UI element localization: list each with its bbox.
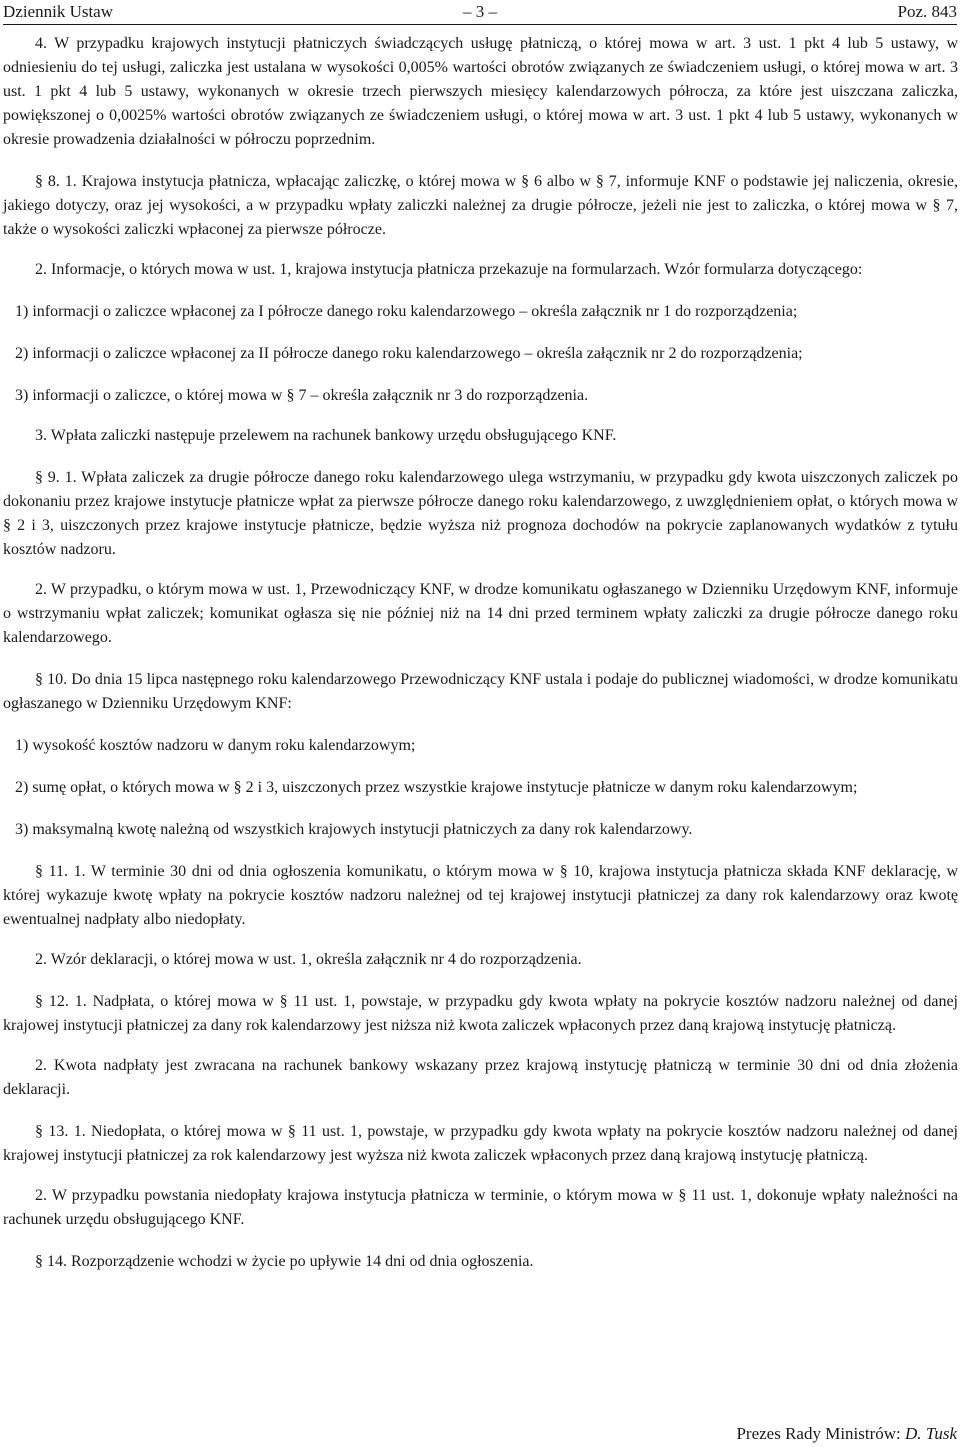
- section-13-para-1: § 13. 1. Niedopłata, o której mowa w § 11 ust. 1, powstaje, w przypadku gdy kwota wpłaty na pokrycie kosztów nadzoru należnej od danej krajowej instytucji płatniczej za rok kalendarzowy jest wyższa niż kwota zaliczek wpłaconych przez daną krajową instytucję płatniczą.: [3, 1123, 958, 1164]
- section-8-para-2: 2. Informacje, o których mowa w ust. 1, krajowa instytucja płatnicza przekazuje na formularzach. Wzór formularza dotyczącego:: [35, 261, 863, 278]
- signatory-title: Prezes Rady Ministrów:: [736, 1424, 906, 1443]
- page-number: – 3 –: [463, 2, 497, 21]
- page-header: [3, 0, 957, 25]
- section-9-para-2: 2. W przypadku, o którym mowa w ust. 1, Przewodniczący KNF, w drodze komunikatu ogłaszanego w Dzienniku Urzędowym KNF, informuje o wstrzymaniu wpłat zaliczek; komunikat ogłasza się nie później niż na 14 dni przed terminem wpłaty zaliczki za drugie półrocze danego roku kalendarzowego.: [3, 581, 958, 646]
- paragraph-4: 4. W przypadku krajowych instytucji płatniczych świadczących usługę płatniczą, o której mowa w art. 3 ust. 1 pkt 4 lub 5 ustawy, w odniesieniu do tej usługi, zaliczka jest ustalana w wysokości 0,005% wartości obrotów związanych ze świadczeniem usługi, o której mowa w art. 3 ust. 1 pkt 4 lub 5 ustawy, wykonanych w okresie trzech pierwszych miesięcy kalendarzowych półrocza, za które jest uiszczana zaliczka, powiększonej o 0,0025% wartości obrotów związanych ze świadczeniem usługi, o której mowa w art. 3 ust. 1 pkt 4 lub 5 ustawy, wykonanych w okresie prowadzenia działalności w półroczu poprzednim.: [3, 35, 958, 148]
- section-8-item-1: 1) informacji o zaliczce wpłaconej za I półrocze danego roku kalendarzowego – określa załącznik nr 1 do rozporządzenia;: [15, 303, 798, 320]
- signature-block: [736, 1422, 957, 1446]
- section-10-item-1: 1) wysokość kosztów nadzoru w danym roku kalendarzowym;: [15, 737, 416, 754]
- section-8-para-3: 3. Wpłata zaliczki następuje przelewem na rachunek bankowy urzędu obsługującego KNF.: [35, 427, 617, 444]
- section-10-item-2: 2) sumę opłat, o których mowa w § 2 i 3, uiszczonych przez wszystkie krajowe instytucje płatnicze w danym roku kalendarzowym;: [15, 779, 858, 796]
- signatory-name: D. Tusk: [905, 1424, 957, 1443]
- section-8-item-3: 3) informacji o zaliczce, o której mowa w § 7 – określa załącznik nr 3 do rozporządzenia.: [15, 387, 589, 404]
- section-14: § 14. Rozporządzenie wchodzi w życie po upływie 14 dni od dnia ogłoszenia.: [35, 1253, 534, 1270]
- journal-title: Dziennik Ustaw: [3, 2, 114, 21]
- section-10: § 10. Do dnia 15 lipca następnego roku kalendarzowego Przewodniczący KNF ustala i podaje do publicznej wiadomości, w drodze komunikatu ogłaszanego w Dzienniku Urzędowym KNF:: [3, 671, 958, 712]
- section-11-para-2: 2. Wzór deklaracji, o której mowa w ust. 1, określa załącznik nr 4 do rozporządzenia.: [35, 951, 582, 968]
- section-9-para-1: § 9. 1. Wpłata zaliczek za drugie półrocze danego roku kalendarzowego ulega wstrzymaniu, w przypadku gdy kwota uiszczonych zaliczek po dokonaniu przez krajowe instytucje płatnicze wpłat za pierwsze półrocze danego roku kalendarzowego, z uwzględnieniem opłat, o których mowa w § 2 i 3, uiszczonych przez krajowe instytucje płatnicze, będzie wyższa niż prognoza dochodów na pokrycie zaplanowanych wydatków z tytułu kosztów nadzoru.: [3, 469, 958, 558]
- section-12-para-2: 2. Kwota nadpłaty jest zwracana na rachunek bankowy wskazany przez krajową instytucję płatniczą w terminie 30 dni od dnia złożenia deklaracji.: [3, 1057, 958, 1098]
- section-10-item-3: 3) maksymalną kwotę należną od wszystkich krajowych instytucji płatniczych za dany rok kalendarzowy.: [15, 821, 693, 838]
- section-8-item-2: 2) informacji o zaliczce wpłaconej za II półrocze danego roku kalendarzowego – określa załącznik nr 2 do rozporządzenia;: [15, 345, 803, 362]
- section-12-para-1: § 12. 1. Nadpłata, o której mowa w § 11 ust. 1, powstaje, w przypadku gdy kwota wpłaty na pokrycie kosztów nadzoru należnej od danej krajowej instytucji płatniczej za dany rok kalendarzowy jest niższa niż kwota zaliczek wpłaconych przez daną krajową instytucję płatniczą.: [3, 993, 958, 1034]
- section-13-para-2: 2. W przypadku powstania niedopłaty krajowa instytucja płatnicza w terminie, o którym mowa w § 11 ust. 1, dokonuje wpłaty należności na rachunek urzędu obsługującego KNF.: [3, 1187, 958, 1228]
- document-body: [3, 32, 958, 1274]
- section-11-para-1: § 11. 1. W terminie 30 dni od dnia ogłoszenia komunikatu, o którym mowa w § 10, krajowa instytucja płatnicza składa KNF deklarację, w której wykazuje kwotę wpłaty na pokrycie kosztów nadzoru należnej od tej krajowej instytucji płatniczej za dany rok kalendarzowy oraz kwotę ewentualnej nadpłaty albo niedopłaty.: [3, 863, 958, 928]
- section-8-para-1: § 8. 1. Krajowa instytucja płatnicza, wpłacając zaliczkę, o której mowa w § 6 albo w § 7, informuje KNF o podstawie jej naliczenia, okresie, jakiego dotyczy, oraz jej wysokości, a w przypadku wpłaty zaliczki należnej za drugie półrocze, jeżeli nie jest to zaliczka, o której mowa w § 7, także o wysokości zaliczki wpłaconej za pierwsze półrocze.: [3, 173, 958, 238]
- position-number: Poz. 843: [897, 2, 957, 21]
